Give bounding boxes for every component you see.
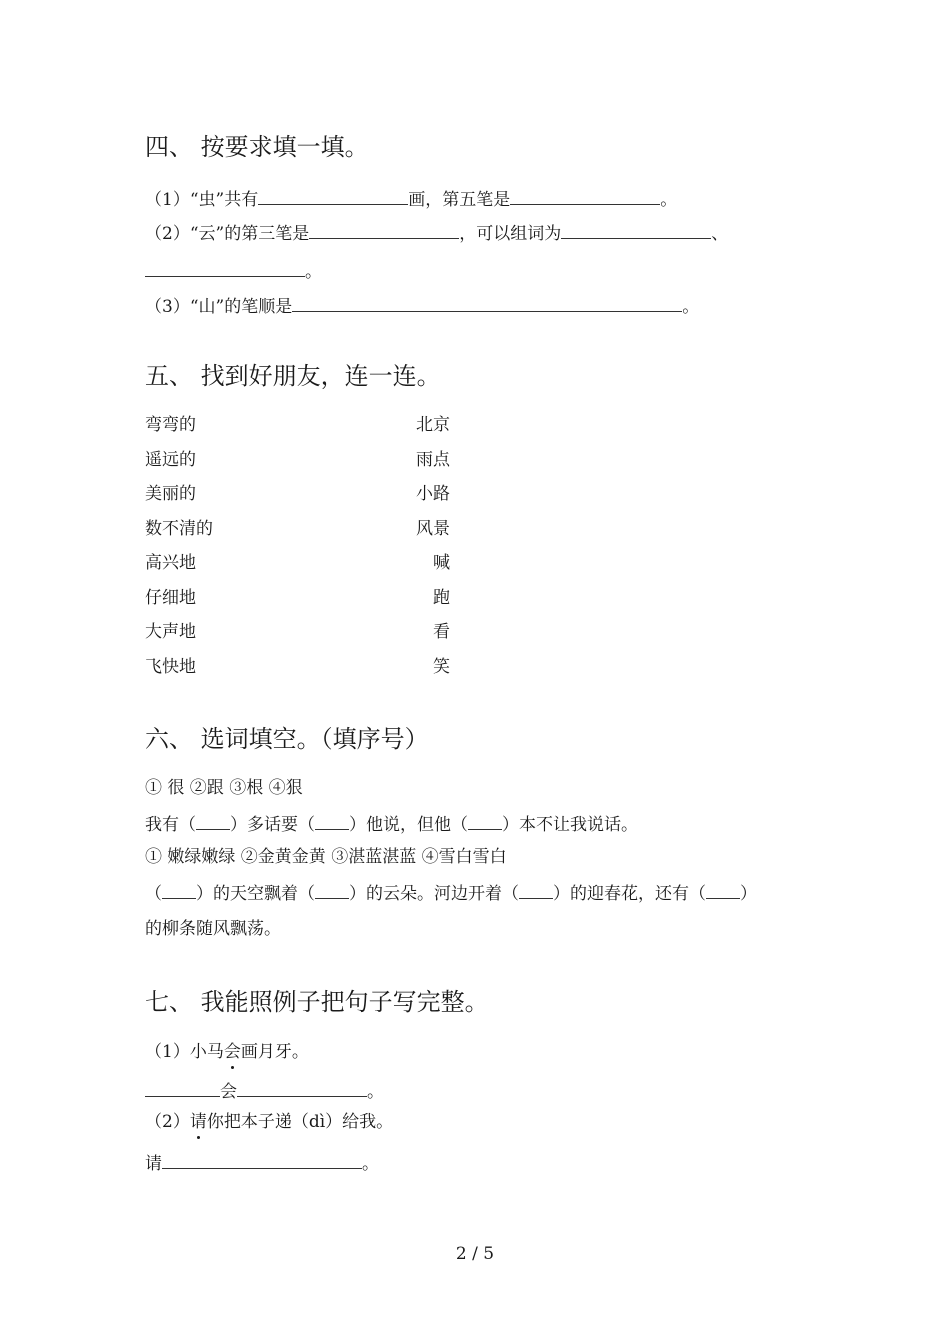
emphasis-dot-char: 会 <box>223 1042 241 1062</box>
fill7-2-end: 。 <box>362 1154 379 1174</box>
match-left-item[interactable]: 高兴地 <box>145 553 196 573</box>
match-left-item[interactable]: 仔细地 <box>145 587 196 608</box>
q4-2-text-a: （2）“云”的第三笔是 <box>145 224 310 244</box>
q4-2-text-b: ，可以组词为 <box>459 224 562 244</box>
ex7-2-text-b: 你把本子递（dì）给我。 <box>206 1112 394 1132</box>
answer-blank[interactable] <box>258 186 408 205</box>
example-7-1 <box>145 1041 309 1063</box>
s6-1-text-a: 我有（ <box>145 815 196 835</box>
match-left-item[interactable]: 飞快地 <box>145 656 196 677</box>
match-right-item[interactable]: 风景 <box>416 518 450 539</box>
section-7-title: 七、 我能照例子把句子写完整。 <box>145 988 489 1016</box>
s6-1-text-c: ）他说，但他（ <box>349 815 468 835</box>
match-left-item[interactable]: 美丽的 <box>145 484 196 504</box>
answer-blank[interactable] <box>315 880 349 899</box>
answer-blank[interactable] <box>162 880 196 899</box>
q4-2-text-c: 、 <box>711 224 729 244</box>
match-right-item[interactable]: 跑 <box>433 587 450 608</box>
options-1: ① 很 ②跟 ③根 ④狠 <box>145 778 303 798</box>
s6-2-text-c: ）的云朵。河边开着（ <box>349 884 519 904</box>
s6-2-text-a: （ <box>145 884 162 904</box>
sentence-6-2-continued: 的柳条随风飘荡。 <box>145 919 281 939</box>
match-right-item[interactable]: 笑 <box>433 656 450 677</box>
match-left-item[interactable]: 大声地 <box>145 622 196 642</box>
s6-1-text-d: ）本不让我说话。 <box>502 815 638 835</box>
match-right-item[interactable]: 小路 <box>416 484 450 504</box>
ex7-1-text-b: 画月牙。 <box>240 1042 309 1062</box>
fill-7-1 <box>145 1078 384 1103</box>
question-4-2-continued <box>145 258 322 283</box>
answer-blank[interactable] <box>145 1078 220 1097</box>
answer-blank[interactable] <box>145 258 305 277</box>
answer-blank[interactable] <box>196 811 230 830</box>
s6-2-text-b: ）的天空飘着（ <box>196 884 315 904</box>
answer-blank[interactable] <box>519 880 553 899</box>
question-4-1 <box>145 186 677 211</box>
sentence-6-1 <box>145 811 638 836</box>
ex7-2-text-a: （2） <box>145 1112 190 1132</box>
answer-blank[interactable] <box>309 220 459 239</box>
s6-1-text-b: ）多话要（ <box>230 815 315 835</box>
match-right-item[interactable]: 喊 <box>433 553 450 573</box>
section-4-title: 四、 按要求填一填。 <box>145 133 369 161</box>
question-4-2 <box>145 220 728 245</box>
match-left-item[interactable]: 数不清的 <box>145 518 213 539</box>
q4-2-text-d: 。 <box>305 262 322 282</box>
match-left-item[interactable]: 遥远的 <box>145 449 196 470</box>
fill7-1-mid: 会 <box>220 1082 237 1102</box>
section-6-title: 六、 选词填空。（填序号） <box>145 725 429 753</box>
q4-3-text-b: 。 <box>682 297 700 317</box>
answer-blank[interactable] <box>561 220 711 239</box>
answer-blank[interactable] <box>706 880 740 899</box>
page-number: 2 / 5 <box>455 1244 495 1264</box>
q4-1-text-b: 画，第五笔是 <box>408 190 511 210</box>
sentence-6-2 <box>145 880 757 905</box>
answer-blank[interactable] <box>468 811 502 830</box>
section-5-title: 五、 找到好朋友，连一连。 <box>145 362 441 390</box>
match-right-item[interactable]: 雨点 <box>416 449 450 470</box>
fill7-1-end: 。 <box>367 1082 384 1102</box>
emphasis-dot-char: 请 <box>189 1112 207 1132</box>
answer-blank[interactable] <box>162 1150 362 1169</box>
options-2: ① 嫩绿嫩绿 ②金黄金黄 ③湛蓝湛蓝 ④雪白雪白 <box>145 847 507 867</box>
match-left-item[interactable]: 弯弯的 <box>145 415 196 435</box>
fill-7-2 <box>145 1150 379 1175</box>
s6-2-text-e: ） <box>740 884 757 904</box>
match-right-item[interactable]: 北京 <box>416 415 450 435</box>
q4-1-text-c: 。 <box>660 190 678 210</box>
q4-1-text-a: （1）“虫”共有 <box>145 190 259 210</box>
s6-2-text-d: ）的迎春花，还有（ <box>553 884 706 904</box>
match-right-item[interactable]: 看 <box>433 622 450 642</box>
answer-blank[interactable] <box>292 293 682 312</box>
answer-blank[interactable] <box>237 1078 367 1097</box>
answer-blank[interactable] <box>315 811 349 830</box>
answer-blank[interactable] <box>510 186 660 205</box>
example-7-2 <box>145 1111 393 1133</box>
ex7-1-text-a: （1）小马 <box>145 1042 224 1062</box>
q4-3-text-a: （3）“山”的笔顺是 <box>145 297 293 317</box>
question-4-3 <box>145 293 699 318</box>
fill7-2-start: 请 <box>145 1154 162 1174</box>
